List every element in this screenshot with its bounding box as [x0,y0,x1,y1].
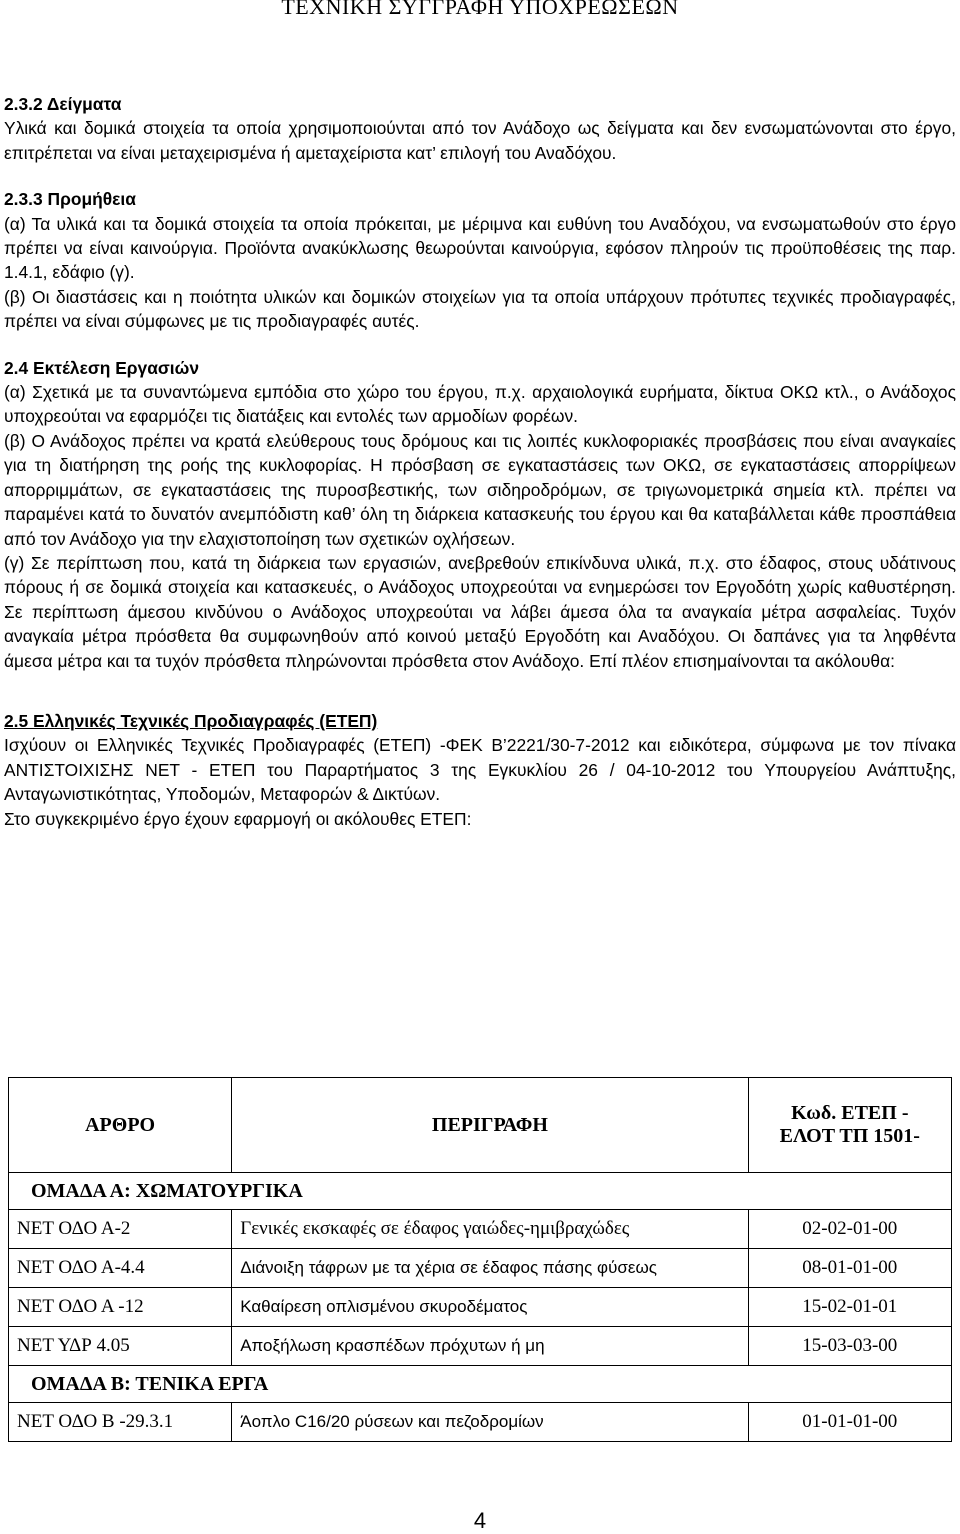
section-2-4-heading: 2.4 Εκτέλεση Εργασιών [4,357,199,378]
section-2-4-para-c: (γ) Σε περίπτωση που, κατά τη διάρκεια των εργασιών, ανεβρεθούν επικίνδυνα υλικά, π.χ. στο έδαφος, στους υδάτινους πόρους ή σε δομικά στοιχεία και κατασκευές, ο Ανάδοχος υποχρεούται να ενημερώσει τον Εργοδότη χωρίς καθυστέρηση. Σε περίπτωση άμεσου κινδύνου ο Ανάδοχος υποχρεούται να λάβει άμεσα όλα τα αναγκαία μέτρα ασφαλείας. Τυχόν αναγκαία μέτρα πρόσθετα θα συμφωνηθούν από κοινού μεταξύ Εργοδότη και Αναδόχου. Οι δαπάνες για τα ληφθέντα άμεσα μέτρα και τα τυχόν πρόσθετα πληρώνονται πρόσθετα στον Ανάδοχο. Επί πλέον επισημαίνονται τα ακόλουθα: [4,552,956,671]
body-text [4,92,956,831]
group-b-label: ΟΜΑΔΑ Β: ΤΕΝΙΚΑ ΕΡΓΑ [9,1366,952,1403]
row-description: Γενικές εκσκαφές σε έδαφος γαιώδες-ημιβραχώδες [232,1210,748,1249]
header-code-line2: ΕΛΟΤ ΤΠ 1501- [779,1125,920,1147]
row-code: 15-02-01-01 [748,1288,951,1327]
section-2-3-2-text: Υλικά και δομικά στοιχεία τα οποία χρησιμοποιούνται από τον Ανάδοχο ως δείγματα και δεν ενσωματώνονται στο έργο, επιτρέπεται να είναι μεταχειρισμένα ή αμεταχείριστα κατ’ επιλογή του Αναδόχου. [4,118,956,163]
row-code: 08-01-01-00 [748,1249,951,1288]
section-2-4-para-a: (α) Σχετικά με τα συναντώμενα εμπόδια στο χώρο του έργου, π.χ. αρχαιολογικά ευρήματα, δίκτυα ΟΚΩ κτλ., ο Ανάδοχος υποχρεούται να εφαρμόζει τις διατάξεις και εντολές των αρμοδίων φορέων. [4,382,956,427]
row-code: 01-01-01-00 [748,1403,951,1442]
header-article: ΑΡΘΡΟ [9,1078,232,1173]
table-row [9,1249,952,1288]
row-description: Διάνοιξη τάφρων με τα χέρια σε έδαφος πάσης φύσεως [232,1249,748,1288]
table-row [9,1210,952,1249]
row-article: ΝΕΤ ΟΔΟ Α -12 [9,1288,232,1327]
table-row [9,1288,952,1327]
header-description: ΠΕΡΙΓΡΑΦΗ [232,1078,748,1173]
header-code-line1: Κωδ. ΕΤΕΠ - [791,1102,909,1124]
table-row [9,1327,952,1366]
section-2-5-text: Ισχύουν οι Ελληνικές Τεχνικές Προδιαγραφές (ΕΤΕΠ) -ΦΕΚ Β’2221/30-7-2012 και ειδικότερα, σύμφωνα με τον πίνακα ΑΝΤΙΣΤΟΙΧΙΣΗΣ ΝΕΤ - ΕΤΕΠ του Παραρτήματος 3 της Εγκυκλίου 26 / 04-10-2012 του Υπουργείου Ανάπτυξης, Ανταγωνιστικότητας, Υποδομών, Μεταφορών & Δικτύων. [4,735,956,805]
group-row [9,1173,952,1210]
row-code: 15-03-03-00 [748,1327,951,1366]
row-article: ΝΕΤ ΟΔΟ Α-2 [9,1210,232,1249]
etep-table [8,1077,952,1442]
group-row [9,1366,952,1403]
row-description: Άοπλο C16/20 ρύσεων και πεζοδρομίων [232,1403,748,1442]
row-article: ΝΕΤ ΟΔΟ Β -29.3.1 [9,1403,232,1442]
table-header-row [9,1078,952,1173]
section-2-3-3-para-a: (α) Τα υλικά και τα δομικά στοιχεία τα οποία πρόκειται, με μέριμνα και ευθύνη του Αναδόχου, να ενσωματωθούν στο έργο πρέπει να είναι καινούργια. Προϊόντα ανακύκλωσης θεωρούνται καινούργια, εφόσον πληρούν τις προϋποθέσεις της παρ. 1.4.1, εδάφιο (γ). [4,213,956,283]
row-description: Καθαίρεση οπλισμένου σκυροδέματος [232,1288,748,1327]
table-row [9,1403,952,1442]
row-article: ΝΕΤ ΥΔΡ 4.05 [9,1327,232,1366]
section-2-4-para-b: (β) Ο Ανάδοχος πρέπει να κρατά ελεύθερους τους δρόμους και τις λοιπές κυκλοφοριακές προσβάσεις που είναι αναγκαίες για τη διατήρηση της ροής της κυκλοφορίας. Η πρόσβαση σε εγκαταστάσεις των ΟΚΩ, σε εγκαταστάσεις απορρίψεων απορριμμάτων, σε εγκαταστάσεις της πυροσβεστικής, των σιδηροδρόμων, σε τριγωνομετρικά σημεία κτλ. πρέπει να παραμένει κατά το δυνατόν ανεμπόδιστη καθ’ όλη τη διάρκεια κατασκευής του έργου και θα καταβάλλεται κάθε προσπάθεια από τον Ανάδοχο για την ελαχιστοποίηση των σχετικών οχλήσεων. [4,430,956,549]
row-article: ΝΕΤ ΟΔΟ Α-4.4 [9,1249,232,1288]
section-2-3-3-para-b: (β) Οι διαστάσεις και η ποιότητα υλικών και δομικών στοιχείων για τα οποία υπάρχουν πρότυπες τεχνικές προδιαγραφές, πρέπει να είναι σύμφωνες με τις προδιαγραφές αυτές. [4,286,956,332]
group-a-label: ΟΜΑΔΑ Α: ΧΩΜΑΤΟΥΡΓΙΚΑ [9,1173,952,1210]
page-number: 4 [473,1508,487,1533]
section-2-3-3-heading: 2.3.3 Προμήθεια [4,189,136,210]
page-header: ΤΕΧΝΙΚΗ ΣΥΓΓΡΑΦΗ ΥΠΟΧΡΕΩΣΕΩΝ [281,0,679,19]
section-2-5-heading: 2.5 Ελληνικές Τεχνικές Προδιαγραφές (ΕΤΕΠ) [4,710,378,731]
row-code: 02-02-01-00 [748,1210,951,1249]
section-2-5-text-2: Στο συγκεκριμένο έργο έχουν εφαρμογή οι ακόλουθες ΕΤΕΠ: [4,808,472,829]
header-code [748,1078,951,1173]
row-description: Αποξήλωση κρασπέδων πρόχυτων ή μη [232,1327,748,1366]
section-2-3-2-heading: 2.3.2 Δείγματα [4,94,122,114]
